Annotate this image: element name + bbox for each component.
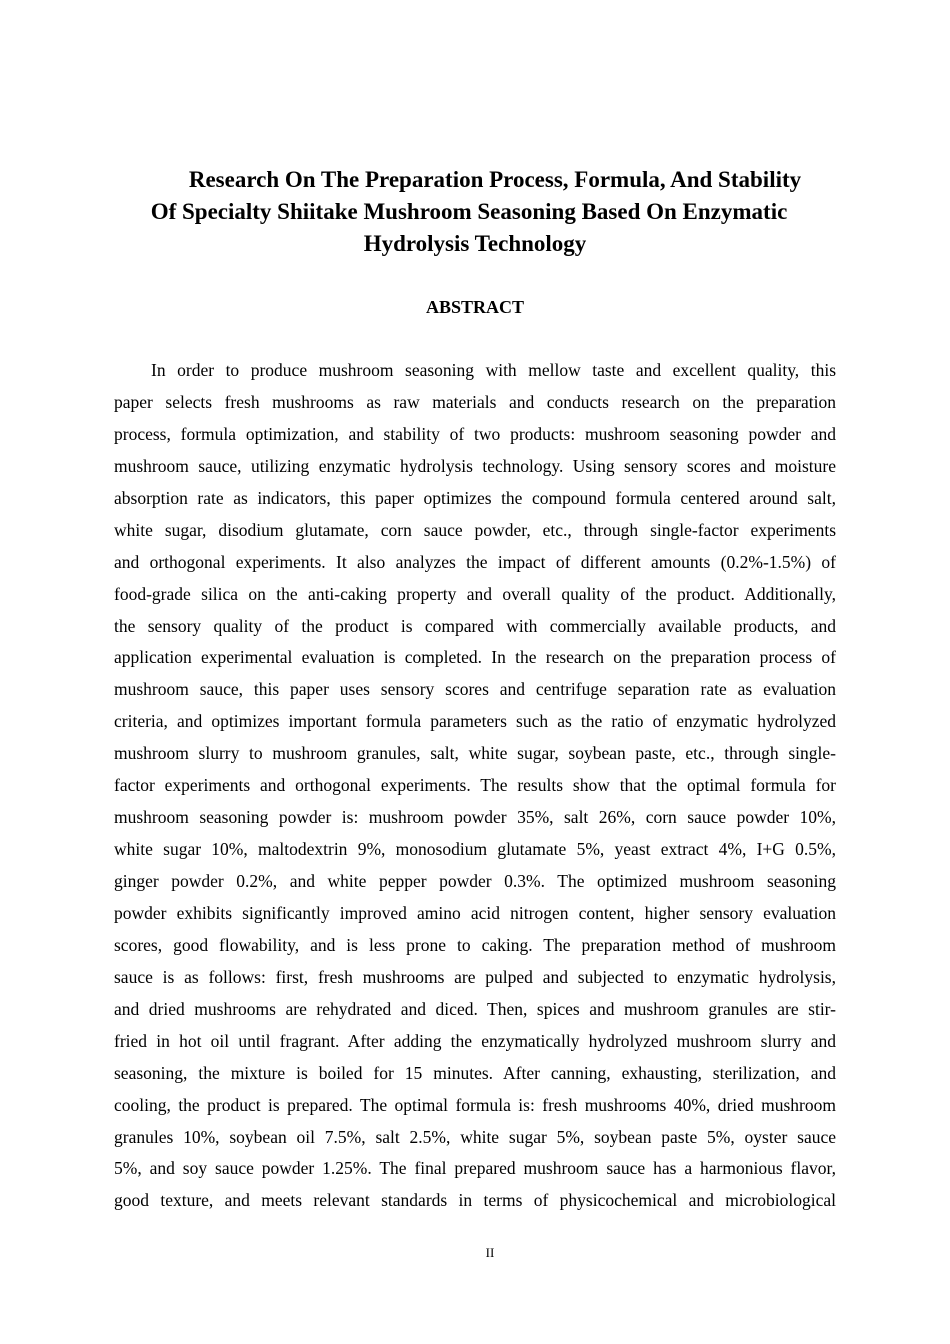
abstract-line: good texture, and meets relevant standards in terms of physicochemical and microbiological — [114, 1190, 836, 1211]
abstract-line: mushroom slurry to mushroom granules, salt, white sugar, soybean paste, etc., through single- — [114, 743, 836, 764]
abstract-line: 5%, and soy sauce powder 1.25%. The final prepared mushroom sauce has a harmonious flavor, — [114, 1158, 836, 1179]
abstract-line: food-grade silica on the anti-caking property and overall quality of the product. Additionally, — [114, 583, 836, 604]
title-line-1: Research On The Preparation Process, Formula, And Stability — [188, 167, 802, 192]
abstract-line: absorption rate as indicators, this paper optimizes the compound formula centered around salt, — [114, 487, 836, 508]
abstract-line: and dried mushrooms are rehydrated and diced. Then, spices and mushroom granules are stir- — [114, 998, 836, 1019]
abstract-line: seasoning, the mixture is boiled for 15 minutes. After canning, exhausting, sterilization, and — [114, 1062, 836, 1083]
abstract-line: the sensory quality of the product is compared with commercially available products, and — [114, 615, 836, 636]
abstract-line: In order to produce mushroom seasoning with mellow taste and excellent quality, this — [151, 360, 836, 380]
abstract-body — [114, 355, 836, 1217]
paper-title — [114, 164, 836, 260]
abstract-line: fried in hot oil until fragrant. After adding the enzymatically hydrolyzed mushroom slurry and — [114, 1030, 836, 1051]
title-line-3: Hydrolysis Technology — [363, 231, 587, 256]
abstract-line: scores, good flowability, and is less prone to caking. The preparation method of mushroom — [114, 934, 836, 955]
abstract-line: application experimental evaluation is completed. In the research on the preparation process of — [114, 647, 836, 668]
abstract-line: cooling, the product is prepared. The optimal formula is: fresh mushrooms 40%, dried mushroom — [114, 1094, 836, 1115]
abstract-line: mushroom seasoning powder is: mushroom powder 35%, salt 26%, corn sauce powder 10%, — [114, 807, 836, 828]
abstract-line: paper selects fresh mushrooms as raw materials and conducts research on the preparation — [114, 391, 836, 412]
abstract-line: mushroom sauce, utilizing enzymatic hydrolysis technology. Using sensory scores and moisture — [114, 455, 836, 476]
abstract-heading: ABSTRACT — [425, 297, 525, 317]
abstract-line: ginger powder 0.2%, and white pepper powder 0.3%. The optimized mushroom seasoning — [114, 871, 836, 891]
abstract-line: process, formula optimization, and stability of two products: mushroom seasoning powder and — [114, 423, 836, 444]
abstract-line: powder exhibits significantly improved amino acid nitrogen content, higher sensory evaluation — [114, 902, 836, 923]
page-number: II — [485, 1245, 495, 1260]
abstract-line: mushroom sauce, this paper uses sensory scores and centrifuge separation rate as evaluation — [114, 679, 836, 700]
abstract-line: factor experiments and orthogonal experiments. The results show that the optimal formula for — [114, 775, 836, 796]
abstract-line: and orthogonal experiments. It also analyzes the impact of different amounts (0.2%-1.5%) of — [114, 551, 836, 572]
abstract-line: granules 10%, soybean oil 7.5%, salt 2.5%, white sugar 5%, soybean paste 5%, oyster sauce — [114, 1126, 836, 1147]
title-line-2: Of Specialty Shiitake Mushroom Seasoning Based On Enzymatic — [150, 199, 788, 224]
abstract-line: sauce is as follows: first, fresh mushrooms are pulped and subjected to enzymatic hydrolysis, — [114, 966, 836, 987]
abstract-line: criteria, and optimizes important formula parameters such as the ratio of enzymatic hydrolyzed — [114, 711, 836, 732]
abstract-line: white sugar, disodium glutamate, corn sauce powder, etc., through single-factor experiments — [114, 519, 836, 540]
abstract-line: white sugar 10%, maltodextrin 9%, monosodium glutamate 5%, yeast extract 4%, I+G 0.5%, — [114, 839, 836, 860]
